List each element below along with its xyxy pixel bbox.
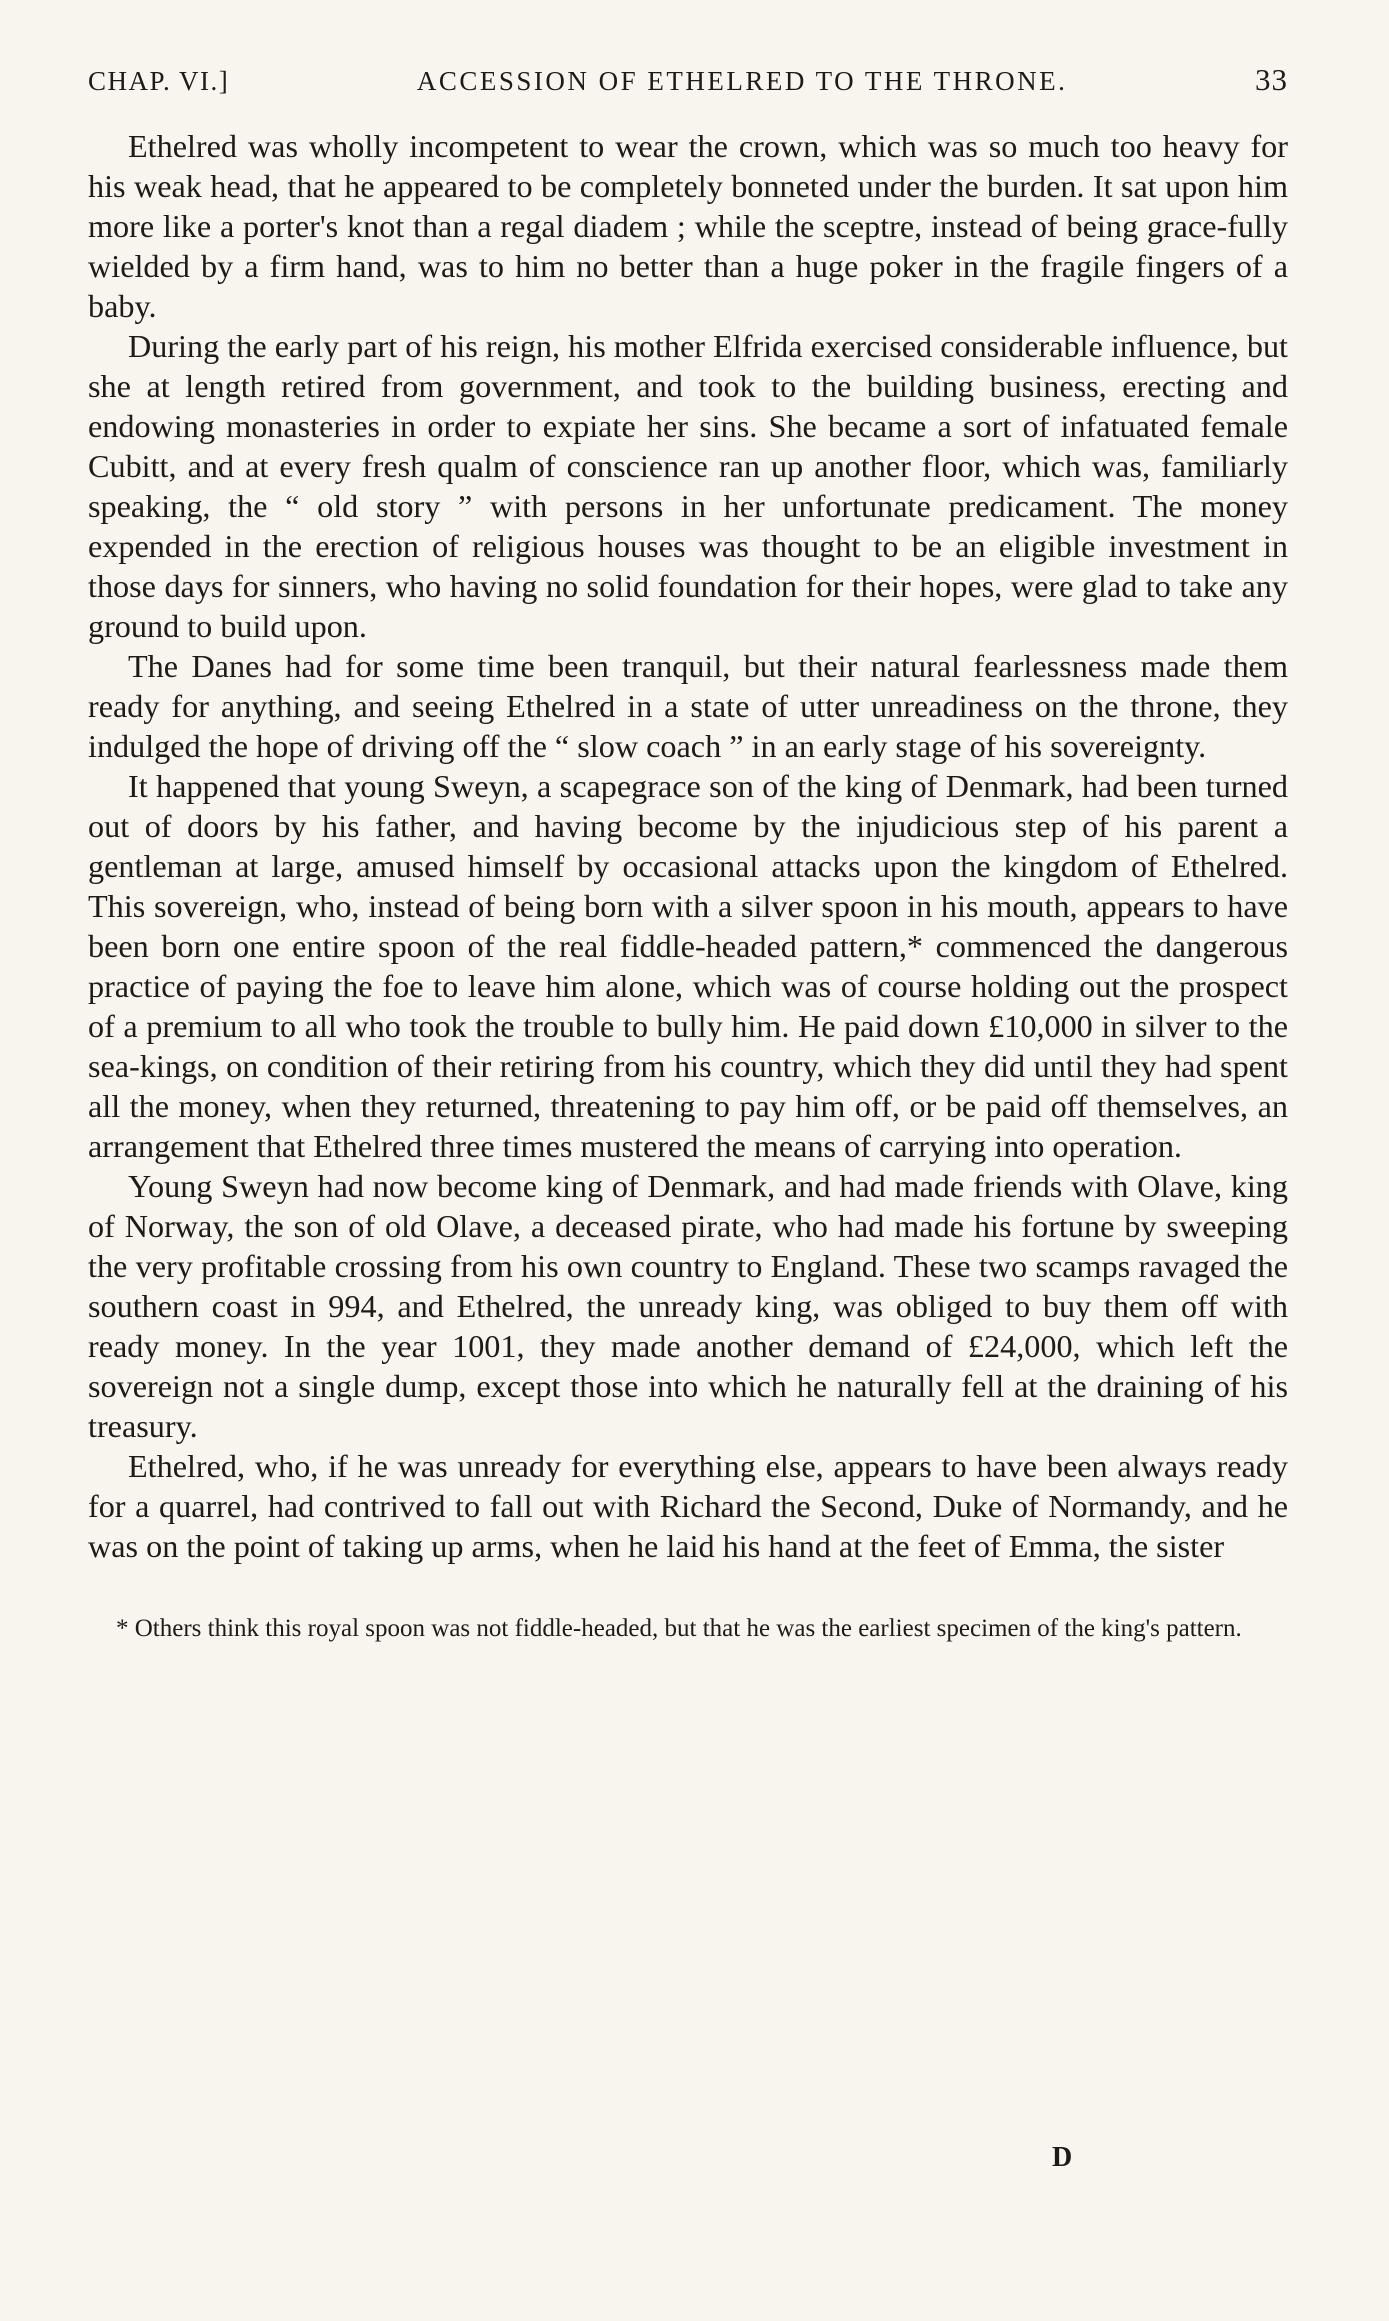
- body-text: [88, 126, 1288, 1566]
- signature-mark: D: [1052, 2142, 1073, 2173]
- paragraph: During the early part of his reign, his mother Elfrida exercised considerable influence, but she at length retired from government, and took to the building business, erecting and endowing monasteries in order to expiate her sins. She became a sort of infatuated female Cubitt, and at every fresh qualm of conscience ran up another floor, which was, familiarly speaking, the “ old story ” with persons in her unfortunate predicament. The money expended in the erection of religious houses was thought to be an eligible investment in those days for sinners, who having no solid foundation for their hopes, were glad to take any ground to build upon.: [88, 328, 1288, 644]
- paragraph: Ethelred was wholly incompetent to wear the crown, which was so much too heavy for his weak head, that he appeared to be completely bonneted under the burden. It sat upon him more like a porter's knot than a regal diadem ; while the sceptre, instead of being grace-fully wielded by a firm hand, was to him no better than a huge poker in the fragile fingers of a baby.: [88, 128, 1288, 324]
- running-header: [88, 62, 1288, 112]
- chapter-label: CHAP. VI.]: [88, 66, 230, 96]
- running-title: ACCESSION OF ETHELRED TO THE THRONE.: [416, 66, 1068, 96]
- paragraph: Ethelred, who, if he was unready for everything else, appears to have been always ready for a quarrel, had contrived to fall out with Richard the Second, Duke of Normandy, and he was on the point of taking up arms, when he laid his hand at the feet of Emma, the sister: [88, 1448, 1288, 1564]
- paragraph: Young Sweyn had now become king of Denmark, and had made friends with Olave, king of Norway, the son of old Olave, a deceased pirate, who had made his fortune by sweeping the very profitable crossing from his own country to England. These two scamps ravaged the southern coast in 994, and Ethelred, the unready king, was obliged to buy them off with ready money. In the year 1001, they made another demand of £24,000, which left the sovereign not a single dump, except those into which he naturally fell at the draining of his treasury.: [88, 1168, 1288, 1444]
- page-number: 33: [1255, 62, 1288, 97]
- paragraph: The Danes had for some time been tranquil, but their natural fearlessness made them ready for anything, and seeing Ethelred in a state of utter unreadiness on the throne, they indulged the hope of driving off the “ slow coach ” in an early stage of his sovereignty.: [88, 648, 1288, 764]
- paragraph: It happened that young Sweyn, a scapegrace son of the king of Denmark, had been turned out of doors by his father, and having become by the injudicious step of his parent a gentleman at large, amused himself by occasional attacks upon the kingdom of Ethelred. This sovereign, who, instead of being born with a silver spoon in his mouth, appears to have been born one entire spoon of the real fiddle-headed pattern,* commenced the dangerous practice of paying the foe to leave him alone, which was of course holding out the prospect of a premium to all who took the trouble to bully him. He paid down £10,000 in silver to the sea-kings, on condition of their retiring from his country, which they did until they had spent all the money, when they returned, threatening to pay him off, or be paid off themselves, an arrangement that Ethelred three times mustered the means of carrying into operation.: [88, 768, 1288, 1164]
- footnote: * Others think this royal spoon was not fiddle-headed, but that he was the earliest specimen of the king's pattern.: [116, 1615, 1242, 1642]
- book-page: [88, 62, 1288, 1645]
- footnotes: [88, 1612, 1288, 1645]
